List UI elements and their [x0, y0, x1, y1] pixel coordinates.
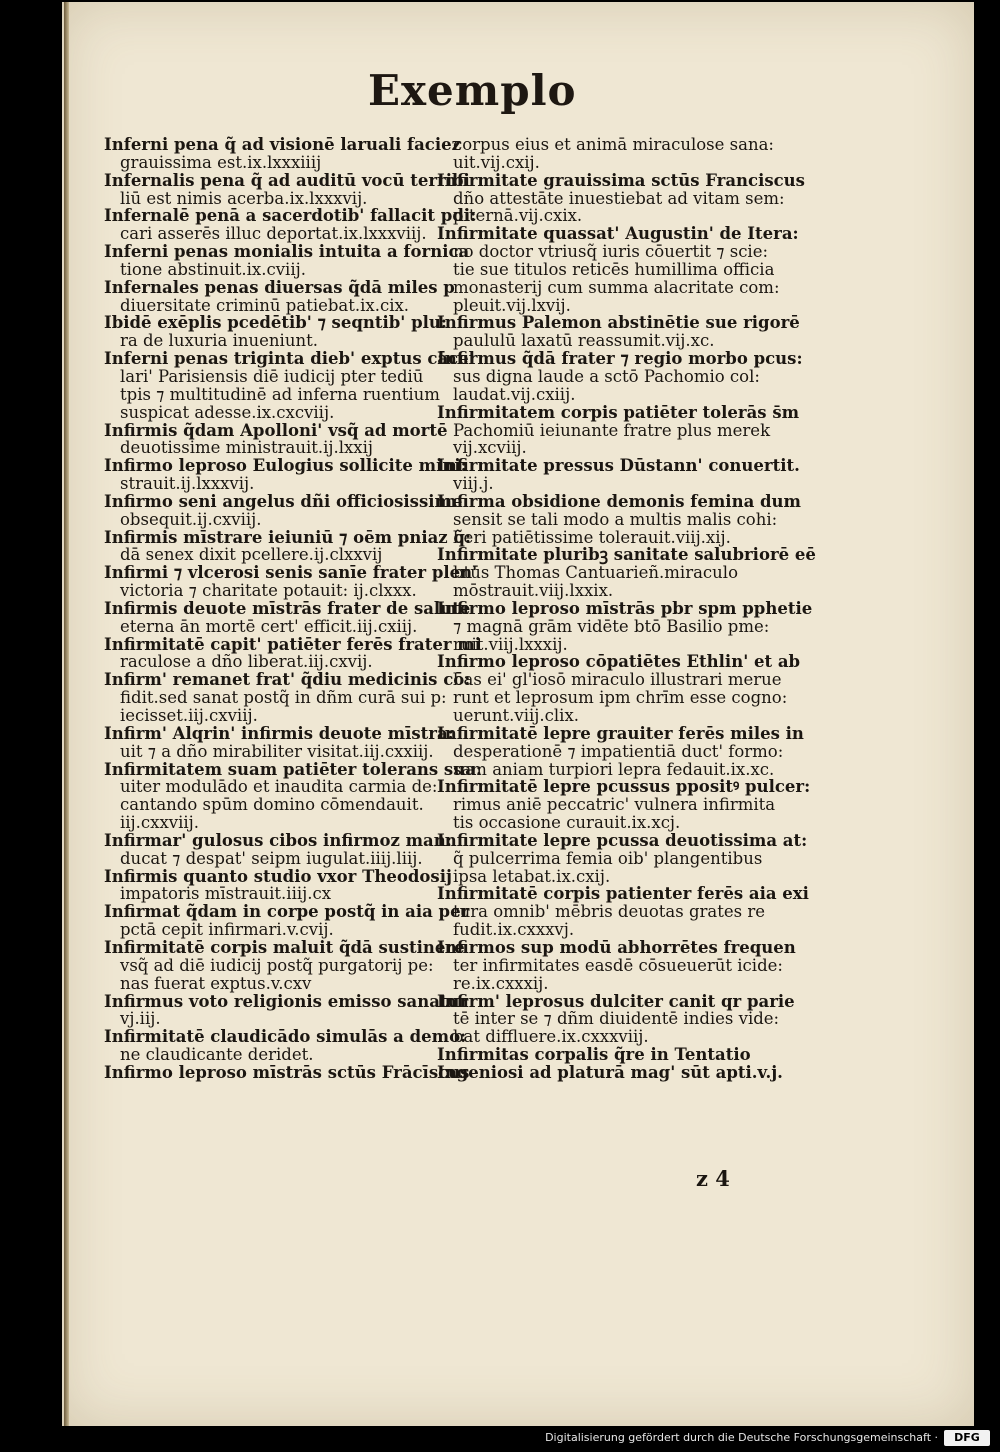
index-line: tura omnib' mēbris deuotas grates re — [453, 902, 766, 922]
index-line: Infirmis q̃dam Apolloni' vsq̃ ad mortē — [104, 420, 448, 440]
index-line: Infirmos sup modū abhorrētes frequen — [437, 937, 796, 957]
index-line: Inferni penas monialis intuita a fornica — [104, 242, 470, 262]
index-line: uerunt.viij.clix. — [453, 706, 579, 725]
index-line: Infernales penas diuersas q̃dā miles p — [104, 277, 455, 297]
index-line: Infirm' leprosus dulciter canit qr parie — [437, 991, 795, 1011]
index-line: uiter modulādo et inaudita carmia de: — [120, 777, 438, 797]
index-line: cantando spūm domino cōmendauit. — [120, 795, 424, 815]
index-line: Infirmitatē corpis maluit q̃dā sustinere — [104, 937, 465, 957]
index-line: iecisset.iij.cxviij. — [120, 706, 258, 725]
index-line: paululū laxatū reassumit.vij.xc. — [453, 331, 715, 351]
index-line: eterna ān mortē cert' efficit.iij.cxiij. — [120, 616, 418, 636]
index-line: Infirmat q̃dam in corpe postq̃ in aia per — [104, 902, 470, 922]
index-line: iij.cxxviij. — [120, 813, 200, 833]
index-line: tie sue titulos reticēs humillima officia — [453, 259, 775, 279]
index-line: Infernalis pena q̃ ad auditū vocū terribi — [104, 170, 470, 190]
index-line: liū est nimis acerba.ix.lxxxvij. — [120, 188, 368, 208]
index-line: uit ⁊ a dño mirabiliter visitat.iij.cxxiij. — [120, 741, 434, 761]
page-title: Exemplo — [368, 66, 577, 115]
index-line: Ibidē exēplis pcedētib' ⁊ seqntib' plu: — [104, 313, 447, 333]
index-line: Infirmitatem suam patiēter tolerans sua: — [104, 759, 482, 779]
index-line: Infirma obsidione demonis femina dum — [437, 491, 801, 511]
index-line: deuotissime ministrauit.ij.lxxij — [120, 438, 374, 458]
index-line: obsequit.ij.cxviij. — [120, 509, 262, 529]
index-line: victoria ⁊ charitate potauit: ij.clxxx. — [120, 581, 417, 601]
index-line: pleuit.vij.lxvij. — [453, 295, 571, 315]
index-line: dā senex dixit pcellere.ij.clxxvij — [120, 545, 383, 565]
index-line: vij.xcviij. — [453, 438, 527, 458]
index-line: Infirmitate lepre pcussa deuotissima at: — [437, 830, 808, 850]
index-line: vsq̃ ad diē iudicij postq̃ purgatorij pe: — [120, 955, 434, 975]
right-column — [437, 135, 816, 1082]
index-line: monasterij cum summa alacritate com: — [453, 277, 780, 297]
index-line: bat diffluere.ix.cxxxviij. — [453, 1027, 649, 1047]
index-line: Infirmitatē lepre grauiter ferēs miles in — [437, 723, 804, 743]
index-line: Infirmitate pressus Dūstann' conuertit. — [437, 456, 800, 476]
index-line: Inferni pena q̃ ad visionē laruali faciez — [104, 135, 461, 154]
index-line: desperationē ⁊ impatientiā duct' formo: — [453, 741, 784, 761]
footer-bar — [0, 1426, 1000, 1452]
index-line: Infirmitatē claudicādo simulās a demo: — [104, 1027, 467, 1047]
index-line: lari' Parisiensis diē iudicij pter tediū — [120, 366, 424, 386]
index-line: grauissima est.ix.lxxxiiij — [120, 152, 322, 172]
index-line: bas ei' gl'iosō miraculo illustrari merue — [453, 670, 782, 690]
index-line: Pachomiū ieiunante fratre plus merek — [453, 420, 771, 440]
index-line: fidit.sed sanat postq̃ in dñm curā sui p: — [120, 688, 447, 708]
index-line: suspicat adesse.ix.cxcviij. — [120, 402, 335, 422]
index-line: tis occasione curauit.ix.xcj. — [453, 813, 681, 833]
index-line: Infirmitatē lepre pcussus ppositꝰ pulcer: — [437, 777, 811, 797]
index-line: diuersitate criminū patiebat.ix.cix. — [120, 295, 410, 315]
index-line: dño attestāte inuestiebat ad vitam sem: — [453, 188, 785, 208]
index-line: re.ix.cxxxij. — [453, 973, 549, 993]
index-line: tē inter se ⁊ dñm diuidentē indies vide: — [453, 1009, 780, 1029]
index-line: Infirmus Palemon abstinētie sue rigorē — [437, 313, 800, 333]
index-line: Infirmo leproso cōpatiētes Ethlin' et ab — [437, 652, 801, 672]
index-line: Inferni penas triginta dieb' exptus cācel — [104, 349, 475, 369]
index-line: ter infirmitates easdē cōsueuerūt icide: — [453, 955, 783, 975]
index-line: sam aniam turpiori lepra fedauit.ix.xc. — [453, 759, 775, 779]
page-gutter-edge — [64, 2, 69, 1426]
index-line: corpus eius et animā miraculose sana: — [453, 135, 774, 154]
index-line: Infirmitas corpalis q̃re in Tentatio — [437, 1045, 751, 1065]
index-line: Infirmis quanto studio vxor Theodosij — [104, 866, 452, 886]
index-line: mōstrauit.viij.lxxix. — [453, 581, 614, 601]
index-line: Infirmitate grauissima sctūs Franciscus — [437, 170, 805, 190]
index-line: sus digna laude a sctō Pachomio col: — [453, 366, 760, 386]
index-line: fudit.ix.cxxxvj. — [453, 920, 575, 940]
index-line: piternā.vij.cxix. — [453, 206, 583, 226]
index-line: Infirmitate pluribꝫ sanitate salubriorē eē — [437, 545, 816, 565]
dfg-logo: DFG — [944, 1430, 990, 1446]
index-line: sensit se tali modo a multis malis cohi: — [453, 509, 778, 529]
signature-mark: z 4 — [696, 1166, 730, 1191]
index-line: Infirmo leproso Eulogius sollicite mini: — [104, 456, 467, 476]
index-line: ruit.viij.lxxxij. — [453, 634, 568, 654]
index-line: Infernalē penā a sacerdotib' fallacit pdi: — [104, 206, 477, 226]
footer-credit: Digitalisierung gefördert durch die Deutsche Forschungsgemeinschaft · — [545, 1431, 938, 1444]
index-line: Ingeniosi ad platurā mag' sūt apti.v.j. — [437, 1062, 783, 1082]
index-line: runt et leprosum ipm chrīm esse cogno: — [453, 688, 788, 708]
index-line: btūs Thomas Cantuarieñ.miraculo — [453, 563, 739, 583]
index-line: uit.vij.cxij. — [453, 152, 540, 172]
index-line: viij.j. — [453, 474, 494, 494]
index-line: ra de luxuria inueniunt. — [120, 331, 318, 351]
index-line: Infirm' remanet frat' q̃diu medicinis cō: — [104, 670, 471, 690]
index-line: tione abstinuit.ix.cviij. — [120, 259, 306, 279]
index-line: tpis ⁊ multitudinē ad inferna ruentium — [120, 384, 440, 404]
index-line: Infirmus q̃dā frater ⁊ regio morbo pcus: — [437, 349, 803, 369]
index-line: Infirmar' gulosus cibos infirmoz man: — [104, 830, 452, 850]
index-line: nas fuerat exptus.v.cxv — [120, 973, 312, 993]
index-line: Infirmo leproso mīstrās pbr spm pphetie — [437, 598, 813, 618]
index-line: Infirmus voto religionis emisso sanatur — [104, 991, 469, 1011]
index-line: Infirmitate quassat' Augustin' de Itera: — [437, 224, 799, 244]
index-line: no doctor vtriusq̃ iuris cōuertit ⁊ scie: — [453, 242, 769, 262]
index-line: rimus aniē peccatric' vulnera infirmita — [453, 795, 776, 815]
index-line: Infirmi ⁊ vlcerosi senis sanīe frater plen' — [104, 563, 478, 583]
index-line: Infirmitatē capit' patiēter ferēs frater mi — [104, 634, 482, 654]
index-line: strauit.ij.lxxxvij. — [120, 474, 255, 494]
index-line: laudat.vij.cxiij. — [453, 384, 576, 404]
index-line: cari asserēs illuc deportat.ix.lxxxviij. — [120, 224, 427, 244]
index-line: Infirm' Alqrin' infirmis deuote mīstra: — [104, 723, 454, 743]
index-line: ipsa letabat.ix.cxij. — [453, 866, 611, 886]
index-line: beri patiētissime tolerauit.viij.xij. — [453, 527, 731, 547]
index-line: impatoris mīstrauit.iiij.cx — [120, 884, 332, 904]
index-line: Infirmitatem corpis patiēter tolerās s̄m — [437, 402, 800, 422]
index-line: q̃ pulcerrima femia oib' plangentibus — [453, 848, 763, 868]
index-line: vj.iij. — [120, 1009, 161, 1029]
index-line: Infirmis mīstrare ieiuniū ⁊ oēm pniaz q̃: — [104, 527, 472, 547]
index-line: ⁊ magnā grām vidēte btō Basilio pme: — [453, 616, 770, 636]
index-line: Infirmo leproso mīstrās sctūs Frācīscus — [104, 1062, 470, 1082]
index-line: ne claudicante deridet. — [120, 1045, 314, 1065]
index-line: raculose a dño liberat.iij.cxvij. — [120, 652, 373, 672]
index-line: ducat ⁊ despat' seipm iugulat.iiij.liij. — [120, 848, 423, 868]
index-line: Infirmis deuote mīstrās frater de salute — [104, 598, 471, 618]
index-line: Infirmo seni angelus dñi officiosissime — [104, 491, 463, 511]
index-line: Infirmitatē corpis patienter ferēs aia exi — [437, 884, 809, 904]
index-line: pctā cepit infirmari.v.cvij. — [120, 920, 334, 940]
